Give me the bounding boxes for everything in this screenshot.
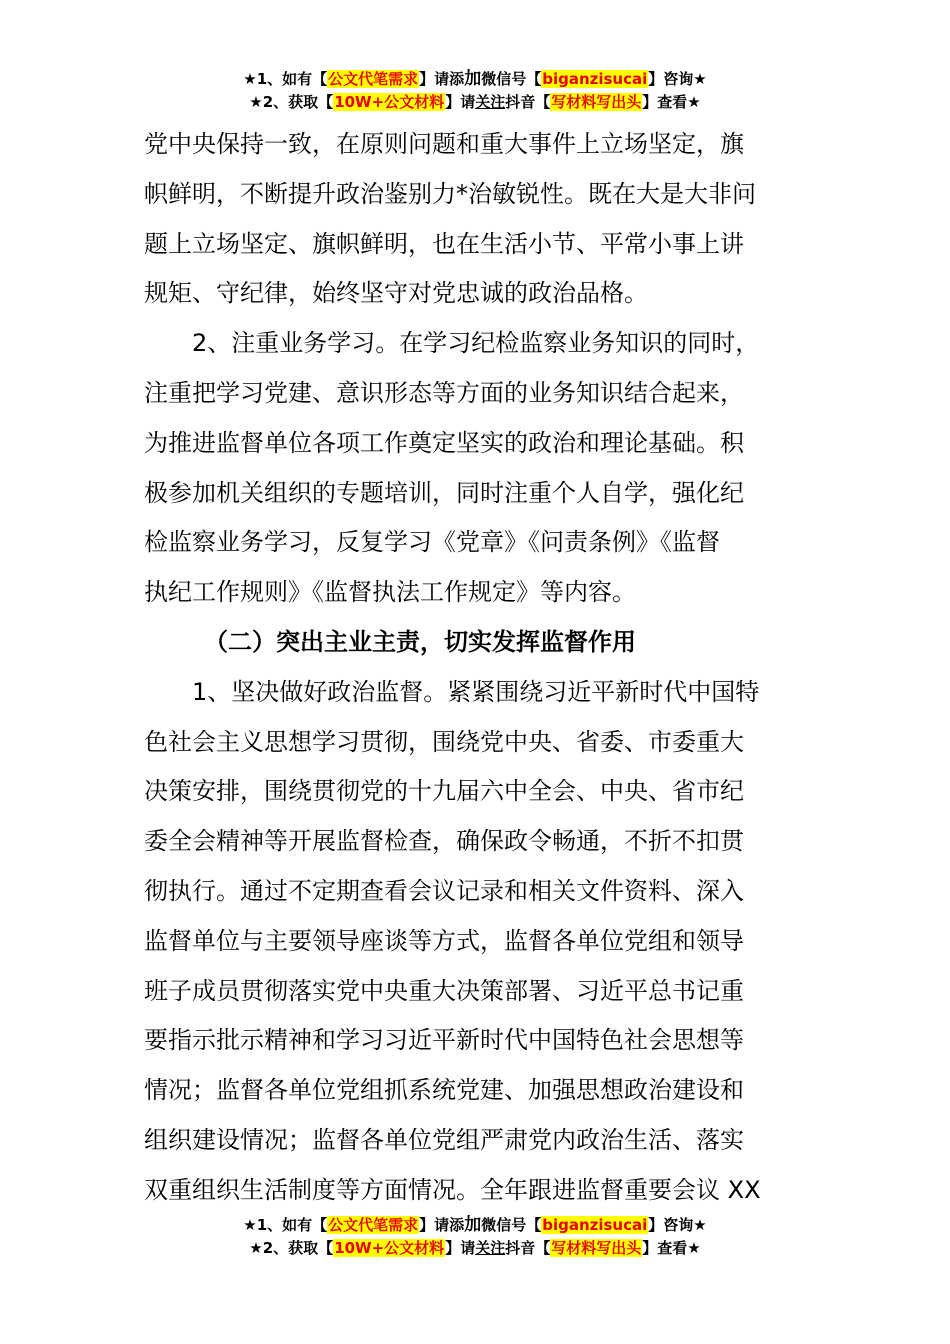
banner-text: 】请添 [419,70,465,88]
body-line: 班子成员贯彻落实党中央重大决策部署、习近平总书记重 [144,976,744,1005]
body-line: 1、坚决做好政治监督。紧紧围绕习近平新时代中国特 [192,677,760,706]
banner-text: 】查看★ [642,1239,701,1257]
banner-highlight: biganzisucai [542,70,648,88]
banner-highlight: 10W+公文材料 [334,1239,445,1257]
banner-text: 加 [464,69,482,89]
banner-highlight: 公文代笔需求 [328,1216,419,1234]
body-line: 注重把学习党建、意识形态等方面的业务知识结合起来， [144,378,744,407]
body-line: 党中央保持一致，在原则问题和重大事件上立场坚定，旗 [144,130,744,158]
body-line: 题上立场坚定、旗帜鲜明，也在生活小节、平常小事上讲 [144,229,744,258]
banner-highlight: 公文代笔需求 [328,70,419,88]
banner-text: 微信号【 [481,70,542,88]
body-line: 委全会精神等开展监督检查，确保政令畅通，不折不扣贯 [144,827,744,856]
banner-text: ★1、如有【 [243,70,328,88]
body-line: 彻执行。通过不定期查看会议记录和相关文件资料、深入 [144,876,744,905]
banner-text: 抖音【 [505,93,551,111]
banner-highlight: 10W+公文材料 [334,93,445,111]
body-line: 检监察业务学习，反复学习《党章》《问责条例》《监督 [144,528,720,557]
banner-highlight: 写材料写出头 [551,1239,642,1257]
banner-text: 】请 [445,1239,476,1257]
banner-text: 加 [464,1215,482,1235]
banner-text: ★2、获取【 [249,1239,334,1257]
body-line: 色社会主义思想学习贯彻，围绕党中央、省委、市委重大 [144,727,744,756]
body-line: 2、注重业务学习。在学习纪检监察业务知识的同时， [192,329,760,358]
banner-line-1 [0,1214,950,1237]
body-line: 帜鲜明，不断提升政治鉴别力*治敏锐性。既在大是大非问 [144,179,756,208]
banner-text: 抖音【 [505,1239,551,1257]
banner-text: 】咨询★ [648,70,707,88]
body-line: 要指示批示精神和学习习近平新时代中国特色社会思想等 [144,1026,744,1055]
body-line: 决策安排，围绕贯彻党的十九届六中全会、中央、省市纪 [144,777,744,806]
body-line: 组织建设情况；监督各单位党组严肃党内政治生活、落实 [144,1125,744,1154]
banner-text: 关注 [475,1239,506,1257]
banner-text: 】查看★ [642,93,701,111]
body-line: 为推进监督单位各项工作奠定坚实的政治和理论基础。积 [144,428,744,457]
banner-text: 关注 [475,93,506,111]
banner-text: 】咨询★ [648,1216,707,1234]
banner-text: ★2、获取【 [249,93,334,111]
body-line: 情况；监督各单位党组抓系统党建、加强思想政治建设和 [144,1076,744,1105]
banner-highlight: biganzisucai [542,1216,648,1234]
body-line: 监督单位与主要领导座谈等方式，监督各单位党组和领导 [144,926,744,955]
body-line: 规矩、守纪律，始终坚守对党忠诚的政治品格。 [144,279,648,308]
body-line: 极参加机关组织的专题培训，同时注重个人自学，强化纪 [144,478,744,507]
banner-text: 】请添 [419,1216,465,1234]
banner-text: ★1、如有【 [243,1216,328,1234]
section-heading: （二）突出主业主责，切实发挥监督作用 [204,627,636,656]
banner-highlight: 写材料写出头 [551,93,642,111]
banner-line-2 [0,1237,950,1260]
banner-text: 】请 [445,93,476,111]
body-line: 双重组织生活制度等方面情况。全年跟进监督重要会议 XX [144,1175,761,1204]
footer-banner [0,1214,950,1260]
banner-text: 微信号【 [481,1216,542,1234]
banner-line-1 [0,68,950,91]
banner-line-2 [0,91,950,114]
document-body [144,120,808,1216]
header-banner [0,68,950,114]
body-line: 执纪工作规则》《监督执法工作规定》等内容。 [144,578,636,607]
